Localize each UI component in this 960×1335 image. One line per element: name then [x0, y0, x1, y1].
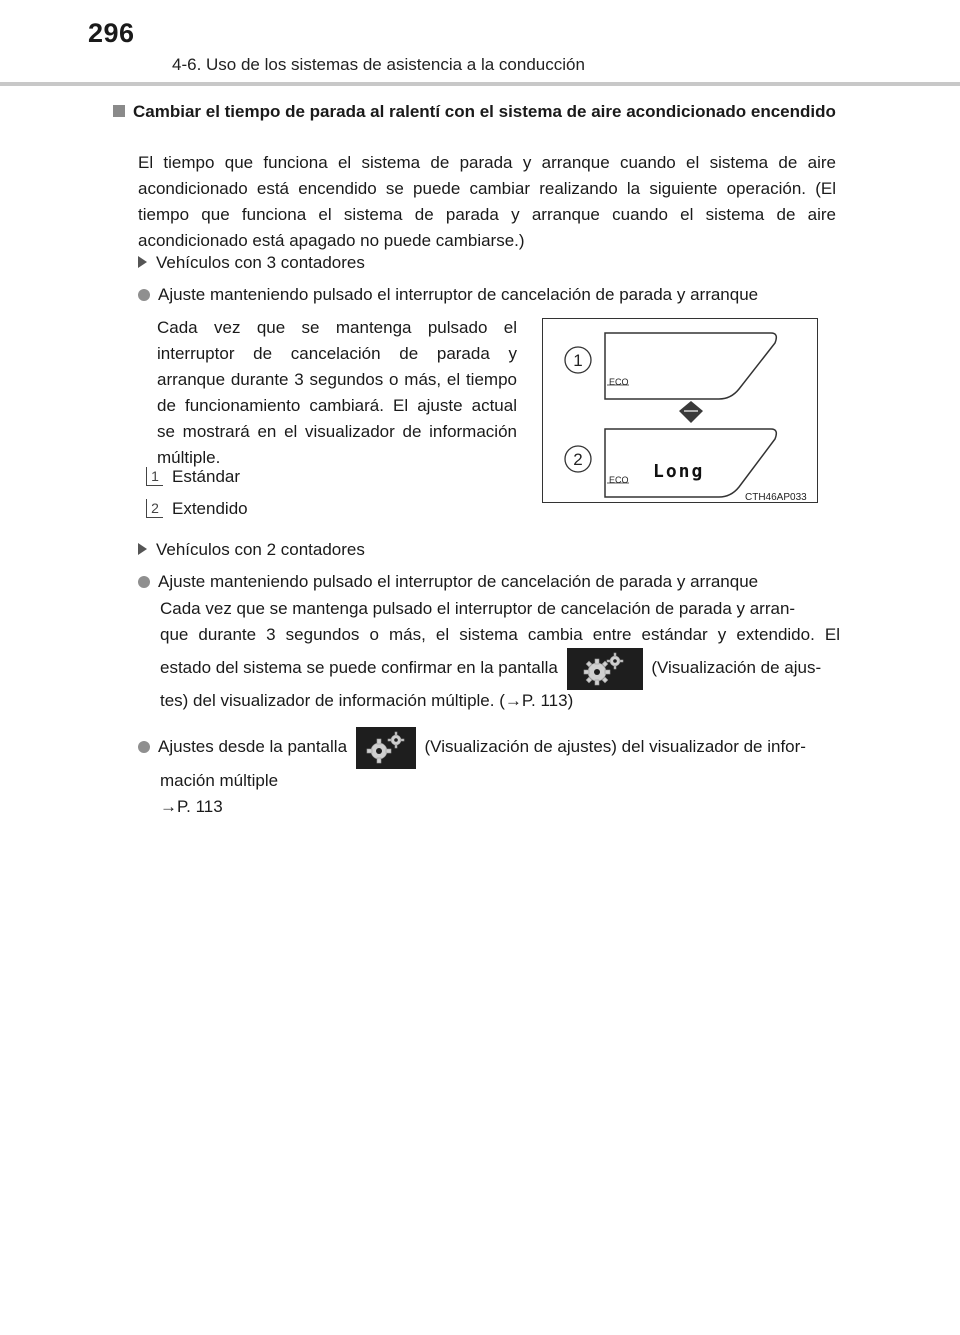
display-standard — [605, 333, 776, 399]
display-illustration — [542, 318, 818, 503]
swap-arrow-icon — [679, 401, 703, 423]
settings-bullet — [138, 725, 806, 769]
three-meters-text: Vehículos con 3 contadores — [156, 253, 365, 272]
settings-screen-button[interactable] — [567, 648, 643, 690]
circle-bullet-icon — [138, 289, 150, 301]
page-number: 296 — [88, 18, 135, 48]
desc-line-1: Cada vez que se mantenga pulsado el interruptor de cancelación de parada y arran- — [160, 599, 796, 618]
triangle-bullet-icon — [138, 256, 147, 268]
desc-line-4: tes) del visualizador de información múltiple. (→P. 113) — [160, 691, 574, 710]
list-item — [146, 497, 248, 521]
settings-line-2: mación múltiple — [160, 771, 279, 790]
settings-gears-icon — [356, 727, 416, 769]
three-meters-bullet-text: Ajuste manteniendo pulsado el interruptor de cancelación de parada y arranque — [158, 285, 759, 304]
circle-bullet-icon — [138, 576, 150, 588]
long-indicator: Long — [653, 461, 705, 482]
desc-line-2: que durante 3 segundos o más, el sistema cambia entre estándar y extendido. El — [160, 625, 840, 644]
page-reference-link[interactable]: →P. 113 — [160, 797, 223, 816]
two-meters-label — [138, 537, 365, 563]
section-title-text: Cambiar el tiempo de parada al ralentí con el sistema de aire acondicionado encendido — [133, 102, 836, 121]
eco-label-1: ECO — [609, 377, 629, 387]
settings-gears-icon — [567, 648, 643, 690]
two-meters-bullet-text: Ajuste manteniendo pulsado el interruptor de cancelación de parada y arranque — [158, 572, 759, 591]
two-meters-text: Vehículos con 2 contadores — [156, 540, 365, 559]
header-rule — [0, 82, 960, 86]
three-meters-bullet — [138, 282, 758, 308]
eco-label-2: ECO — [609, 475, 629, 485]
settings-ref — [160, 794, 223, 820]
display-illustration-svg — [543, 319, 819, 504]
callout-1-label: 1 — [573, 351, 583, 370]
desc-line-3-after: (Visualización de ajus- — [651, 658, 822, 677]
intro-paragraph: El tiempo que funciona el sistema de parada y arranque cuando el sistema de aire acondicionado está encendido se puede cambiar realizando la siguiente operación. (El tiempo que funciona el sistema de parada y arranque cuando el sistema de aire acondicionado está apagado no puede cambiarse.) — [138, 153, 836, 250]
three-meters-description: Cada vez que se mantenga pulsado el interruptor de cancelación de parada y arranque durante 3 segundos o más, el tiempo de funcionamiento cambiará. El ajuste actual se mostrará en el visualizador de información múltiple. — [157, 318, 517, 467]
item-label: Estándar — [172, 467, 241, 486]
settings-bullet-line-2 — [160, 768, 278, 794]
two-meters-desc-line-3 — [160, 646, 821, 690]
circle-bullet-icon — [138, 741, 150, 753]
item-label: Extendido — [172, 499, 248, 518]
callout-2-label: 2 — [573, 450, 583, 469]
chapter-title: 4-6. Uso de los sistemas de asistencia a la conducción — [172, 55, 585, 74]
desc-line-3-before: estado del sistema se puede confirmar en la pantalla — [160, 658, 558, 677]
settings-bullet-before: Ajustes desde la pantalla — [158, 737, 348, 756]
section-title — [113, 99, 843, 125]
three-meters-label — [138, 250, 365, 276]
two-meters-desc-line-4 — [160, 688, 573, 714]
two-meters-bullet — [138, 569, 758, 595]
figure-code: CTH46AP033 — [745, 492, 807, 503]
two-meters-desc-line-1 — [160, 596, 840, 622]
list-item — [146, 465, 240, 489]
triangle-bullet-icon — [138, 543, 147, 555]
two-meters-desc-line-2 — [160, 622, 840, 648]
settings-bullet-after: (Visualización de ajustes) del visualizador de infor- — [424, 737, 806, 756]
item-number: 2 — [146, 499, 163, 518]
square-bullet-icon — [113, 105, 125, 117]
settings-screen-button[interactable] — [356, 727, 416, 769]
item-number: 1 — [146, 467, 163, 486]
